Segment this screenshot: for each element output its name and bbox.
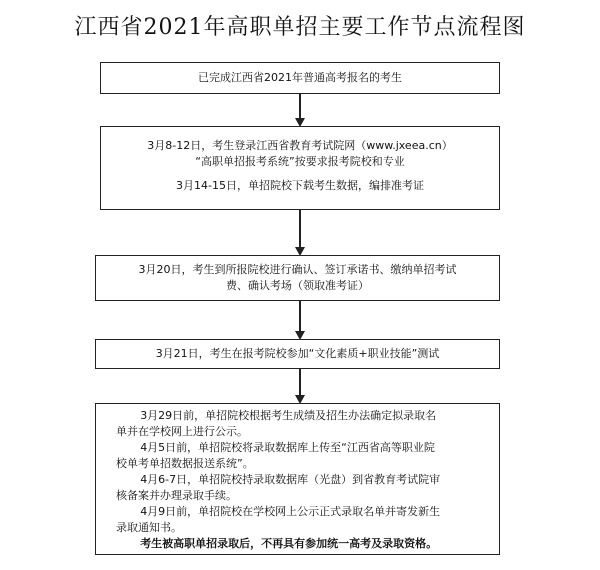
step-text: 已完成江西省2021年普通高考报名的考生 [198,71,402,84]
step-text: “高职单招报考系统”按要求报考院校和专业 [195,155,405,168]
flow-step-exam [95,339,500,369]
page-title: 江西省2021年高职单招主要工作节点流程图 [74,15,526,40]
step-text: 3月8-12日，考生登录江西省教育考试院网（www.jxeea.cn） [147,139,453,152]
step-text: 3月21日，考生在报考院校参加“文化素质+职业技能”测试 [155,347,440,360]
flow-arrow-icon [299,301,301,338]
step-text: 录取通知书。 [116,521,182,534]
step-note: 考生被高职单招录取后，不再具有参加统一高考及录取资格。 [140,537,438,550]
step-text: 核备案并办理录取手续。 [116,489,237,502]
flow-step-apply [100,126,500,210]
step-text: 4月5日前，单招院校将录取数据库上传至“江西省高等职业院 [140,441,435,454]
step-text: 3月20日，考生到所报院校进行确认、签订承诺书、缴纳单招考试 [138,263,457,276]
step-text: 费、确认考场（领取准考证） [226,279,369,292]
flow-step-admission [95,403,500,555]
step-text: 3月29日前，单招院校根据考生成绩及招生办法确定拟录取名 [140,409,437,422]
step-text: 4月6-7日，单招院校持录取数据库（光盘）到省教育考试院审 [140,473,441,486]
flow-arrow-icon [299,210,301,254]
flow-step-confirm [95,255,500,301]
flow-arrow-icon [299,94,301,125]
flow-step-registration [100,62,500,94]
step-text: 校单考单招数据报送系统”。 [116,457,254,470]
step-text: 4月9日前，单招院校在学校网上公示正式录取名单并寄发新生 [140,505,441,518]
step-text: 3月14-15日，单招院校下载考生数据，编排准考证 [176,179,424,192]
flow-arrow-icon [299,369,301,402]
step-text: 单并在学校网上进行公示。 [116,425,248,438]
